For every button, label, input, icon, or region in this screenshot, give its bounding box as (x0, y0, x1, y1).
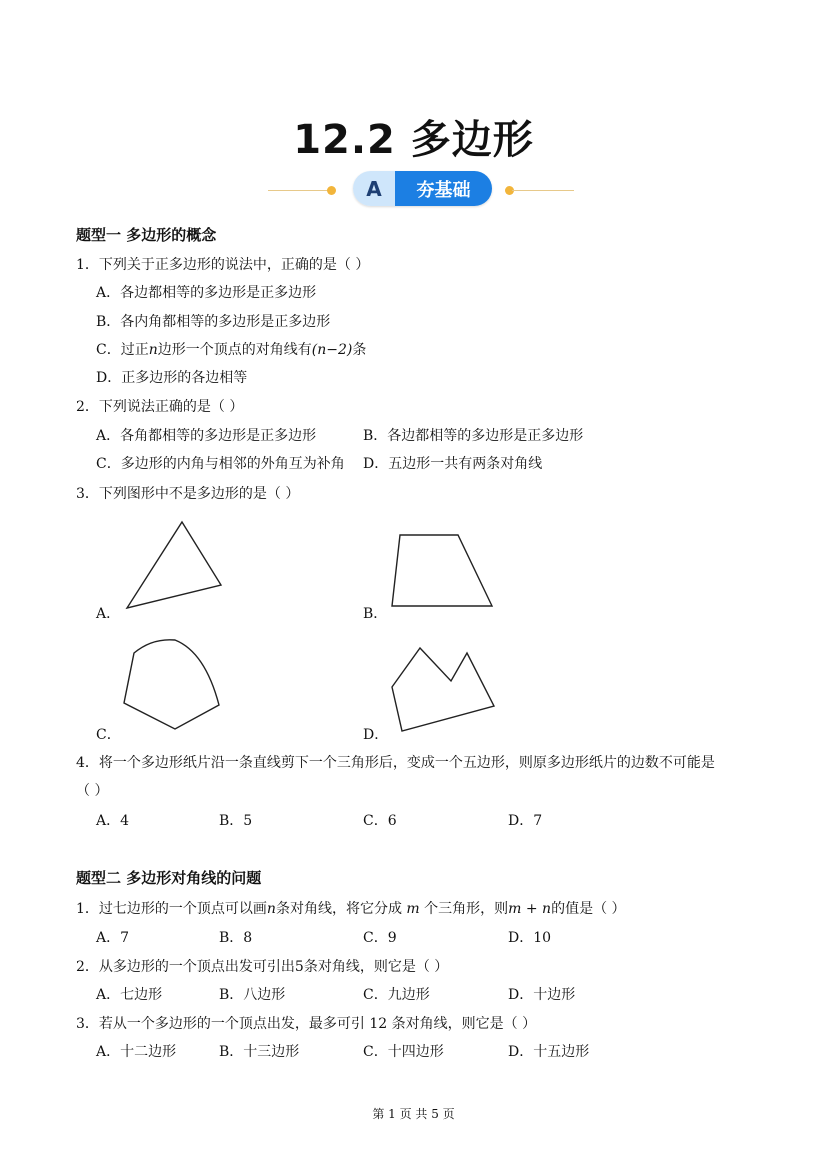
figure-option-a: A． (96, 606, 121, 622)
stem-part: 条对角线，将它分成 (275, 901, 402, 917)
option-b: B．各边都相等的多边形是正多边形 (363, 428, 584, 444)
option-b: B．8 (219, 930, 253, 946)
option-c: C．6 (363, 813, 397, 829)
question-stem (76, 900, 626, 918)
figure-option-d: D． (363, 727, 389, 743)
stem-part: 个三角形，则 (424, 901, 509, 917)
option-c-suffix: 条 (352, 342, 367, 358)
question-stem: 1．下列关于正多边形的说法中，正确的是（ ） (76, 257, 370, 273)
option-c: C．多边形的内角与相邻的外角互为补角 (96, 456, 345, 472)
option-c-prefix: C．过正 (96, 342, 149, 358)
answer-paren: （ ） (76, 783, 109, 799)
question-stem: 2．从多边形的一个顶点出发可引出5条对角线，则它是（ ） (76, 959, 449, 975)
badge-label: 夯基础 (395, 171, 492, 206)
option-a: A．各角都相等的多边形是正多边形 (96, 428, 317, 444)
question-stem: 2．下列说法正确的是（ ） (76, 399, 244, 415)
option-c: C．十四边形 (363, 1044, 444, 1060)
option-b: B．八边形 (219, 987, 286, 1003)
math-expression: m + n (508, 901, 552, 917)
page-footer: 第 1 页 共 5 页 (372, 1107, 455, 1121)
question-stem: 4．将一个多边形纸片沿一条直线剪下一个三角形后，变成一个五边形，则原多边形纸片的边数不可能是 (76, 755, 715, 771)
option-d: D．10 (508, 930, 552, 946)
page-title: 12.2 多边形 (293, 117, 534, 163)
option-d: D．正多边形的各边相等 (96, 370, 248, 386)
math-n: n (266, 901, 276, 917)
figure-option-c: C． (96, 727, 121, 743)
stem-part: 1．过七边形的一个顶点可以画 (76, 901, 267, 917)
option-a: A．七边形 (96, 987, 163, 1003)
option-d: D．十边形 (508, 987, 576, 1003)
option-a: A．4 (96, 813, 130, 829)
option-a: A．7 (96, 930, 130, 946)
option-a: A．各边都相等的多边形是正多边形 (96, 285, 317, 301)
option-b: B．十三边形 (219, 1044, 300, 1060)
badge-letter: A (353, 171, 395, 206)
question-stem: 3．若从一个多边形的一个顶点出发，最多可引 12 条对角线，则它是（ ） (76, 1016, 537, 1032)
section-heading: 题型一 多边形的概念 (76, 226, 217, 244)
option-c: C．九边形 (363, 987, 430, 1003)
stem-part: 的值是（ ） (551, 901, 626, 917)
math-n: n (148, 342, 158, 358)
option-b: B．各内角都相等的多边形是正多边形 (96, 314, 331, 330)
figure-option-b: B． (363, 606, 388, 622)
question-stem: 3．下列图形中不是多边形的是（ ） (76, 486, 300, 502)
option-d: D．7 (508, 813, 543, 829)
option-c: C．9 (363, 930, 397, 946)
option-c-middle: 边形一个顶点的对角线有 (157, 342, 312, 358)
option-b: B．5 (219, 813, 253, 829)
option-a: A．十二边形 (96, 1044, 177, 1060)
math-expression: (n−2) (311, 342, 353, 358)
math-m: m (406, 901, 420, 917)
option-d: D．十五边形 (508, 1044, 590, 1060)
option-d: D．五边形一共有两条对角线 (363, 456, 543, 472)
section-heading: 题型二 多边形对角线的问题 (76, 869, 262, 887)
